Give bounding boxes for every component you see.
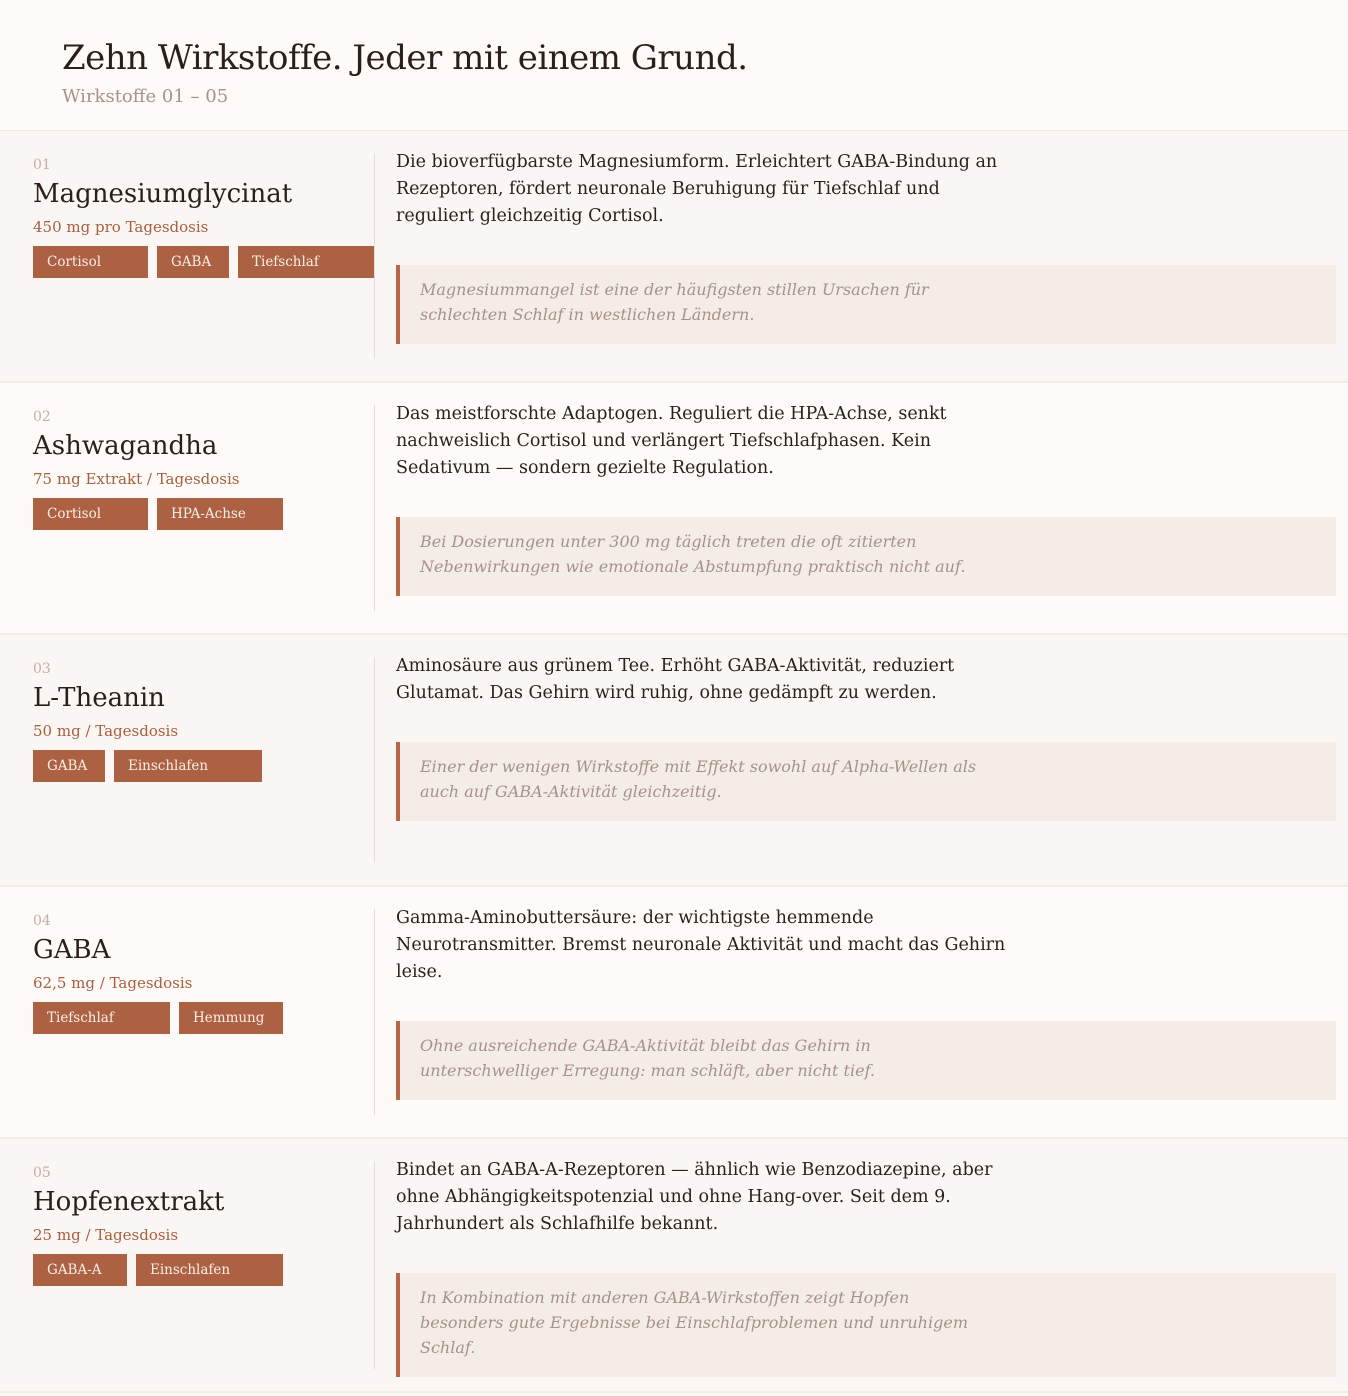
ingredient-note xyxy=(396,742,1336,821)
page-subtitle: Wirkstoffe 01 – 05 xyxy=(62,86,229,107)
ingredient-row xyxy=(0,635,1348,887)
ingredient-details xyxy=(396,905,1336,1080)
ingredient-description: Aminosäure aus grünem Tee. Erhöht GABA-Aktivität, reduziert Glutamat. Das Gehirn wird ruhig, ohne gedämpft zu werden. xyxy=(396,656,955,703)
column-divider xyxy=(374,657,375,863)
tag: Tiefschlaf xyxy=(238,246,375,278)
ingredient-details xyxy=(396,1157,1336,1357)
tag: Einschlafen xyxy=(136,1254,283,1286)
tag: GABA-A xyxy=(33,1254,127,1286)
ingredient-row xyxy=(0,383,1348,635)
ingredient-description: Bindet an GABA-A-Rezeptoren — ähnlich wie Benzodiazepine, aber ohne Abhängigkeitspotenzial und ohne Hang-over. Seit dem 9. Jahrhundert als Schlafhilfe bekannt. xyxy=(396,1160,993,1234)
ingredient-details xyxy=(396,401,1336,576)
ingredient-row xyxy=(0,887,1348,1139)
ingredient-dose: 450 mg pro Tagesdosis xyxy=(33,218,209,236)
ingredient-note-text: In Kombination mit anderen GABA-Wirkstoffen zeigt Hopfen besonders gute Ergebnisse bei Einschlafproblemen und unruhigem Schlaf. xyxy=(420,1288,968,1357)
ingredient-note xyxy=(396,1273,1336,1377)
ingredient-dose: 62,5 mg / Tagesdosis xyxy=(33,974,193,992)
ingredient-tags xyxy=(33,498,283,530)
ingredient-description: Die bioverfügbarste Magnesiumform. Erleichtert GABA-Bindung an Rezeptoren, fördert neuronale Beruhigung für Tiefschlaf und reguliert gleichzeitig Cortisol. xyxy=(396,152,998,226)
ingredient-note-text: Magnesiummangel ist eine der häufigsten stillen Ursachen für schlechten Schlaf in westlichen Ländern. xyxy=(420,280,929,324)
column-divider xyxy=(374,153,375,359)
ingredient-number: 05 xyxy=(33,1165,51,1181)
tag: Cortisol xyxy=(33,246,148,278)
column-divider xyxy=(374,909,375,1115)
ingredient-tags xyxy=(33,246,375,278)
ingredient-row xyxy=(0,131,1348,383)
tag: HPA-Achse xyxy=(157,498,283,530)
ingredient-dose: 75 mg Extrakt / Tagesdosis xyxy=(33,470,240,488)
tag: Tiefschlaf xyxy=(33,1002,170,1034)
ingredient-row xyxy=(0,1139,1348,1393)
ingredient-number: 04 xyxy=(33,913,51,929)
ingredient-name: GABA xyxy=(33,935,111,965)
ingredient-note-text: Ohne ausreichende GABA-Aktivität bleibt das Gehirn in unterschwelliger Erregung: man schläft, aber nicht tief. xyxy=(420,1036,876,1080)
ingredient-tags xyxy=(33,750,262,782)
page-header xyxy=(0,0,1348,131)
ingredient-dose: 25 mg / Tagesdosis xyxy=(33,1226,179,1244)
ingredient-name: Ashwagandha xyxy=(33,431,218,461)
ingredient-note-text: Bei Dosierungen unter 300 mg täglich treten die oft zitierten Nebenwirkungen wie emotionale Abstumpfung praktisch nicht auf. xyxy=(420,532,966,576)
ingredient-note xyxy=(396,517,1336,596)
tag: Hemmung xyxy=(179,1002,283,1034)
ingredient-tags xyxy=(33,1254,283,1286)
ingredient-name: Magnesiumglycinat xyxy=(33,179,293,209)
ingredient-details xyxy=(396,653,1336,801)
ingredient-dose: 50 mg / Tagesdosis xyxy=(33,722,179,740)
ingredient-name: Hopfenextrakt xyxy=(33,1187,225,1217)
ingredient-number: 01 xyxy=(33,157,51,173)
ingredient-tags xyxy=(33,1002,283,1034)
tag: GABA xyxy=(157,246,229,278)
ingredient-note-text: Einer der wenigen Wirkstoffe mit Effekt sowohl auf Alpha-Wellen als auch auf GABA-Aktivität gleichzeitig. xyxy=(420,757,977,801)
ingredient-name: L-Theanin xyxy=(33,683,165,713)
ingredient-number: 02 xyxy=(33,409,51,425)
ingredient-details xyxy=(396,149,1336,324)
tag: Cortisol xyxy=(33,498,148,530)
ingredient-number: 03 xyxy=(33,661,51,677)
tag: Einschlafen xyxy=(114,750,262,782)
column-divider xyxy=(374,405,375,611)
ingredient-description: Gamma-Aminobuttersäure: der wichtigste hemmende Neurotransmitter. Bremst neuronale Aktivität und macht das Gehirn leise. xyxy=(396,908,1006,982)
ingredient-note xyxy=(396,265,1336,344)
ingredient-note xyxy=(396,1021,1336,1100)
tag: GABA xyxy=(33,750,105,782)
page-title: Zehn Wirkstoffe. Jeder mit einem Grund. xyxy=(62,38,748,78)
ingredient-description: Das meistforschte Adaptogen. Reguliert die HPA-Achse, senkt nachweislich Cortisol und verlängert Tiefschlafphasen. Kein Sedativum — sondern gezielte Regulation. xyxy=(396,404,947,478)
column-divider xyxy=(374,1161,375,1369)
